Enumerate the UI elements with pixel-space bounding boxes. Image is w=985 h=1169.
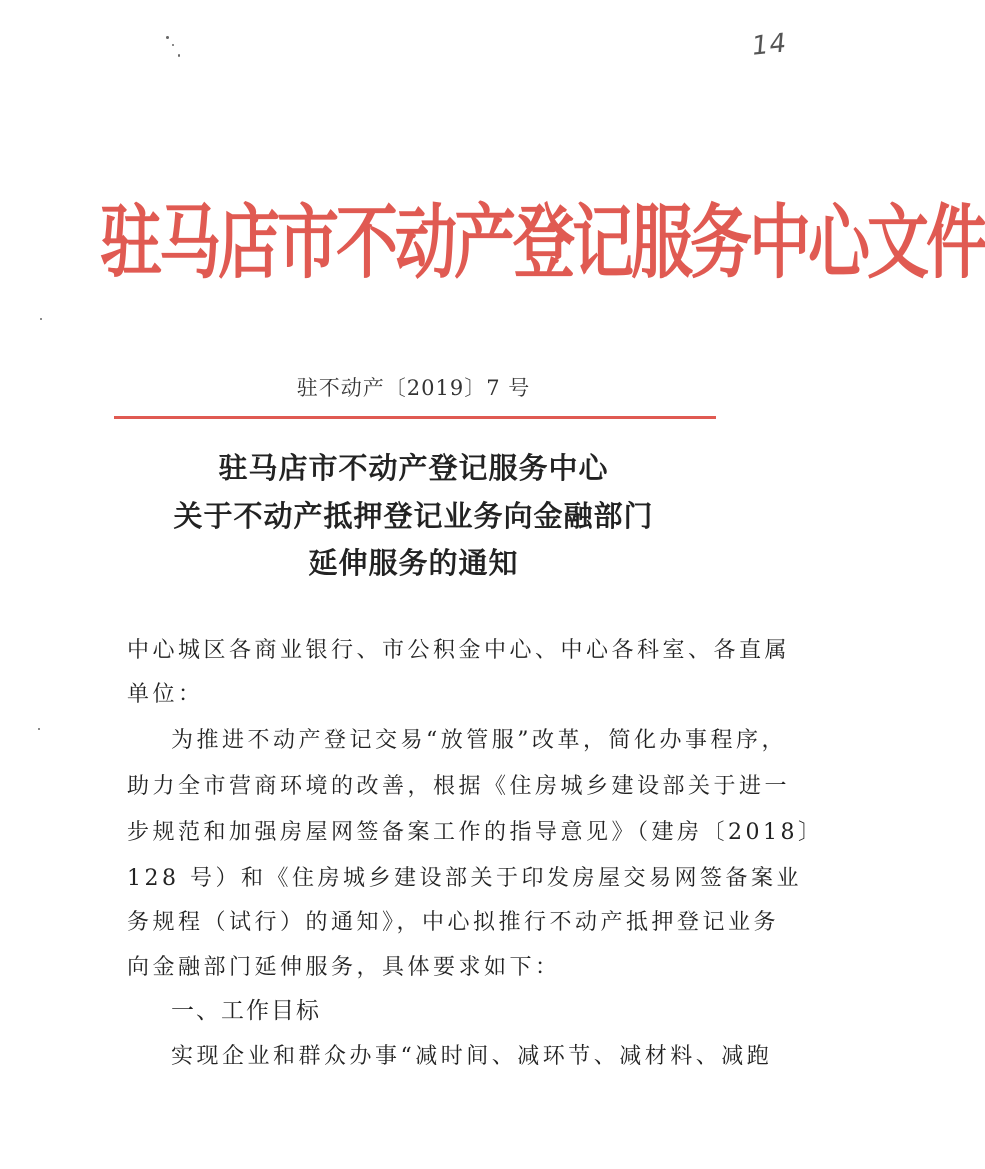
paragraph-1-line-4: 128 号）和《住房城乡建设部关于印发房屋交易网签备案业 <box>127 866 802 891</box>
notice-title-line-3: 延伸服务的通知 <box>308 546 519 580</box>
scan-speck <box>40 318 42 320</box>
paragraph-1-line-3: 步规范和加强房屋网签备案工作的指导意见》（建房〔2018〕 <box>127 820 824 845</box>
scan-speck <box>178 54 180 57</box>
addressee-line-1: 中心城区各商业银行、市公积金中心、中心各科室、各直属 <box>127 638 791 663</box>
scan-speck <box>172 44 174 46</box>
section-1-heading: 一、工作目标 <box>171 998 321 1024</box>
paragraph-1-line-2: 助力全市营商环境的改善，根据《住房城乡建设部关于进一 <box>127 774 791 799</box>
scan-speck <box>38 728 40 730</box>
paragraph-2-line-1: 实现企业和群众办事“减时间、减环节、减材料、减跑 <box>171 1044 773 1069</box>
document-number: 驻不动产〔2019〕7 号 <box>296 376 531 400</box>
paragraph-1-line-5: 务规程（试行）的通知》，中心拟推行不动产抵押登记业务 <box>127 910 780 935</box>
addressee-line-2: 单位： <box>127 682 204 707</box>
notice-title-line-1: 驻马店市不动产登记服务中心 <box>218 451 609 485</box>
notice-title-line-2: 关于不动产抵押登记业务向金融部门 <box>173 499 654 533</box>
scan-speck <box>166 36 169 39</box>
red-divider-line <box>114 416 716 419</box>
document-header-title: 驻马店市不动产登记服务中心文件 <box>100 194 985 290</box>
handwritten-page-number: 14 <box>750 28 789 62</box>
paragraph-1-line-6: 向金融部门延伸服务，具体要求如下： <box>127 955 561 980</box>
paragraph-1-line-1: 为推进不动产登记交易“放管服”改革，简化办事程序， <box>171 728 787 753</box>
